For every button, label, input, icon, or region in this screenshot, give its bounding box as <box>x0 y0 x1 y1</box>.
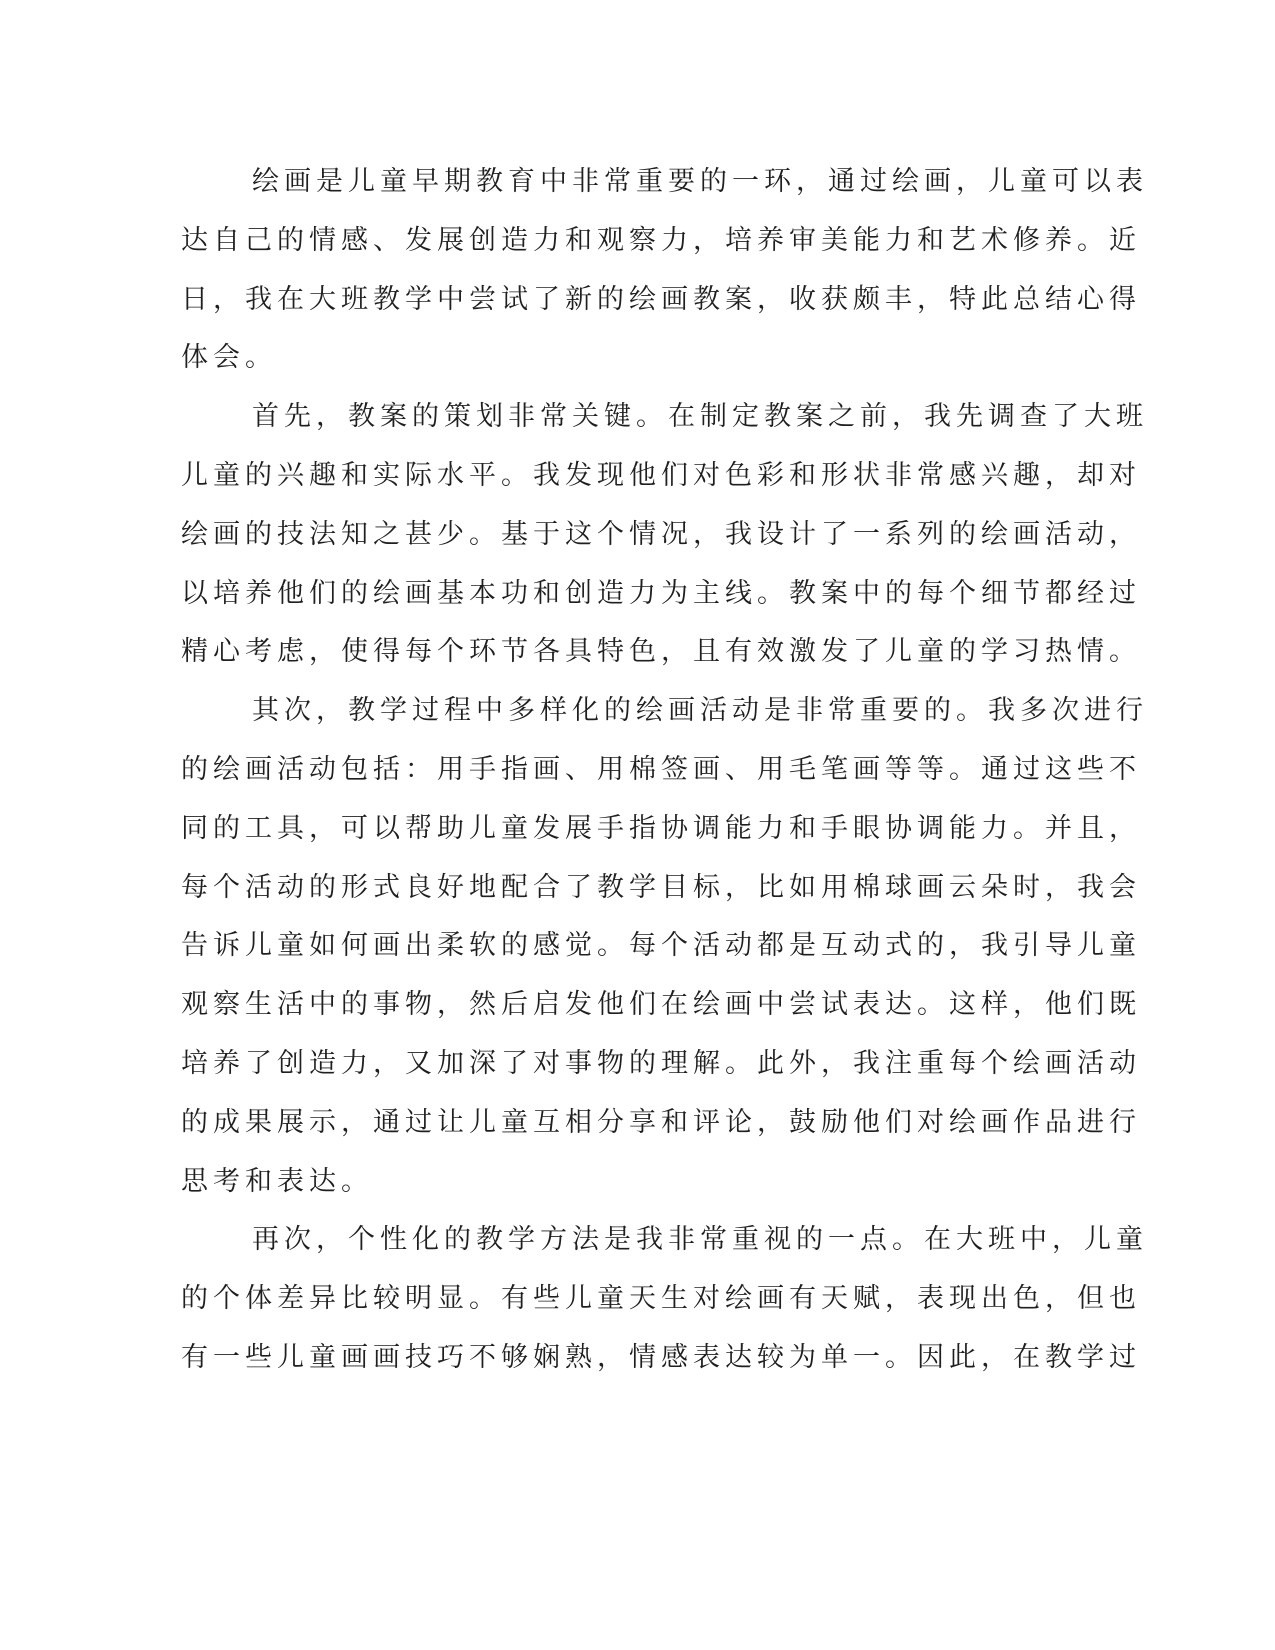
text-line: 每个活动的形式良好地配合了教学目标，比如用棉球画云朵时，我会 <box>181 872 1141 903</box>
text-line: 再次，个性化的教学方法是我非常重视的一点。在大班中，儿童 <box>252 1224 1148 1255</box>
text-line: 绘画是儿童早期教育中非常重要的一环，通过绘画，儿童可以表 <box>252 166 1148 197</box>
text-line: 思考和表达。 <box>181 1166 373 1197</box>
text-line: 以培养他们的绘画基本功和创造力为主线。教案中的每个细节都经过 <box>181 578 1141 609</box>
text-line: 首先，教案的策划非常关键。在制定教案之前，我先调查了大班 <box>252 401 1148 432</box>
text-line: 的成果展示，通过让儿童互相分享和评论，鼓励他们对绘画作品进行 <box>181 1107 1141 1138</box>
text-line: 达自己的情感、发展创造力和观察力，培养审美能力和艺术修养。近 <box>181 225 1141 256</box>
text-line: 的个体差异比较明显。有些儿童天生对绘画有天赋，表现出色，但也 <box>181 1283 1141 1314</box>
text-line: 体会。 <box>181 342 277 373</box>
text-line: 培养了创造力，又加深了对事物的理解。此外，我注重每个绘画活动 <box>181 1048 1141 1079</box>
text-line: 告诉儿童如何画出柔软的感觉。每个活动都是互动式的，我引导儿童 <box>181 930 1141 961</box>
text-line: 儿童的兴趣和实际水平。我发现他们对色彩和形状非常感兴趣，却对 <box>181 460 1141 491</box>
text-line: 的绘画活动包括：用手指画、用棉签画、用毛笔画等等。通过这些不 <box>181 754 1141 785</box>
text-line: 同的工具，可以帮助儿童发展手指协调能力和手眼协调能力。并且， <box>181 813 1141 844</box>
text-line: 观察生活中的事物，然后启发他们在绘画中尝试表达。这样，他们既 <box>181 989 1141 1020</box>
text-line: 精心考虑，使得每个环节各具特色，且有效激发了儿童的学习热情。 <box>181 636 1141 667</box>
text-line: 日，我在大班教学中尝试了新的绘画教案，收获颇丰，特此总结心得 <box>181 284 1141 315</box>
text-line: 有一些儿童画画技巧不够娴熟，情感表达较为单一。因此，在教学过 <box>181 1342 1141 1373</box>
text-line: 绘画的技法知之甚少。基于这个情况，我设计了一系列的绘画活动， <box>181 519 1141 550</box>
text-line: 其次，教学过程中多样化的绘画活动是非常重要的。我多次进行 <box>252 695 1148 726</box>
